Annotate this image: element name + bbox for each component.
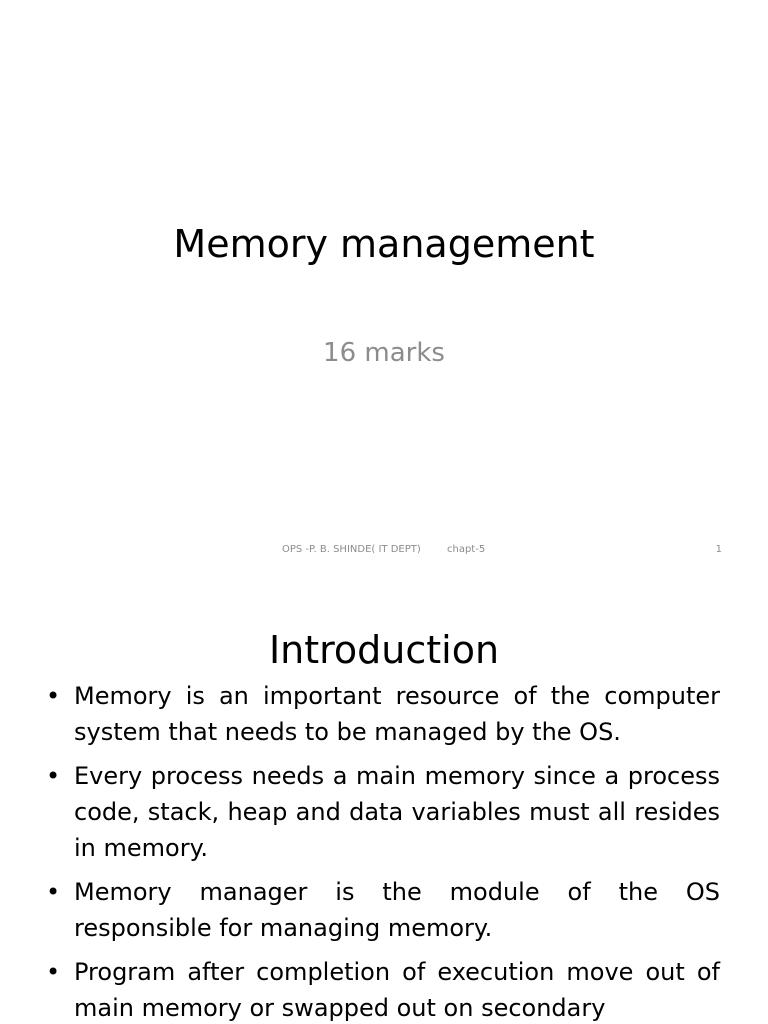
slide-title: Memory management xyxy=(173,222,595,266)
bullet-icon: • xyxy=(46,878,61,906)
bullet-icon: • xyxy=(46,762,61,790)
footer-author: OPS -P. B. SHINDE( IT DEPT) xyxy=(282,544,421,555)
bullet-text: Memory is an important resource of the computer system that needs to be managed by the OS. xyxy=(74,682,720,746)
footer-chapter: chapt-5 xyxy=(447,544,486,555)
bullet-text: Program after completion of execution move out of main memory or swapped out on secondary xyxy=(74,958,720,1022)
bullet-text: Every process needs a main memory since a process code, stack, heap and data variables must all resides in memory. xyxy=(74,762,720,862)
footer-page-number: 1 xyxy=(715,544,722,555)
slide-2 xyxy=(0,576,768,1024)
bullet-item xyxy=(46,874,720,946)
bullet-item xyxy=(46,758,720,866)
bullet-icon: • xyxy=(46,682,61,710)
bullet-item xyxy=(46,954,720,1024)
slide-title: Introduction xyxy=(268,628,500,672)
slide-subtitle: 16 marks xyxy=(323,338,445,368)
bullet-item xyxy=(46,678,720,750)
bullet-text: Memory manager is the module of the OS responsible for managing memory. xyxy=(74,878,720,942)
bullet-list xyxy=(46,678,720,1024)
bullet-icon: • xyxy=(46,958,61,986)
